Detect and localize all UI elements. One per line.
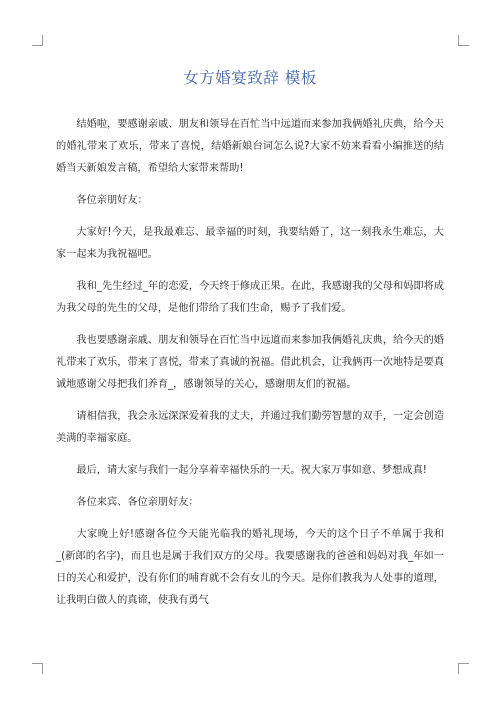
paragraph: 我和_先生经过_年的恋爱，今天终于修成正果。在此，我感谢我的父母和妈即将成为我父母的先生的父母，是他们带给了我们生命，赐予了我们爱。: [56, 281, 444, 314]
paragraph: 最后，请大家与我们一起分享着幸福快乐的一天。祝大家万事如意、梦想成真!: [76, 464, 427, 476]
paragraph: 大家好!今天，是我最难忘、最幸福的时刻，我要结婚了，这一刻我永生难忘，大家一起来为我祝福吧。: [56, 227, 444, 260]
paragraph: 各位亲朋好友：: [76, 194, 148, 206]
page-corner-mark-top-left: [32, 35, 43, 46]
page-corner-mark-bottom-left: [32, 663, 43, 674]
paragraph: 结婚啦，要感谢亲戚、朋友和领导在百忙当中远道而来参加我俩婚礼庆典，给今天的婚礼带来了欢乐，带来了喜悦，结婚新娘台词怎么说?大家不妨来看看小编推送的结婚当天新娘发言稿，希望给大家带来帮助!: [56, 119, 444, 174]
page-corner-mark-bottom-right: [458, 663, 469, 674]
paragraph: 各位来宾、各位亲朋好友：: [76, 497, 199, 508]
document-body: [56, 114, 444, 622]
paragraph: 请相信我，我会永远深深爱着我的丈夫，并通过我们勤劳智慧的双手，一定会创造美满的幸福家庭。: [56, 410, 444, 444]
document-title: 女方婚宴致辞 模板: [183, 69, 317, 87]
paragraph: 我也要感谢亲戚、朋友和领导在百忙当中远道而来参加我俩婚礼庆典，给今天的婚礼带来了欢乐，带来了喜悦，带来了真诚的祝福。借此机会，让我俩再一次地特是要真诚地感谢父母把我们养育_，感谢领导的关心，感谢朋友们的祝福。: [56, 335, 444, 390]
page-corner-mark-top-right: [458, 35, 469, 46]
paragraph: 大家晚上好!感谢各位今天能光临我的婚礼现场，今天的这个日子不单属于我和_(新郎的名字)，而且也是属于我们双方的父母。我要感谢我的爸爸和妈妈对我_年如一日的关心和爱护，没有你们的哺育就不会有女儿的今天。是你们教我为人处事的道理，让我明白做人的真谛，使我有勇气: [56, 529, 444, 606]
